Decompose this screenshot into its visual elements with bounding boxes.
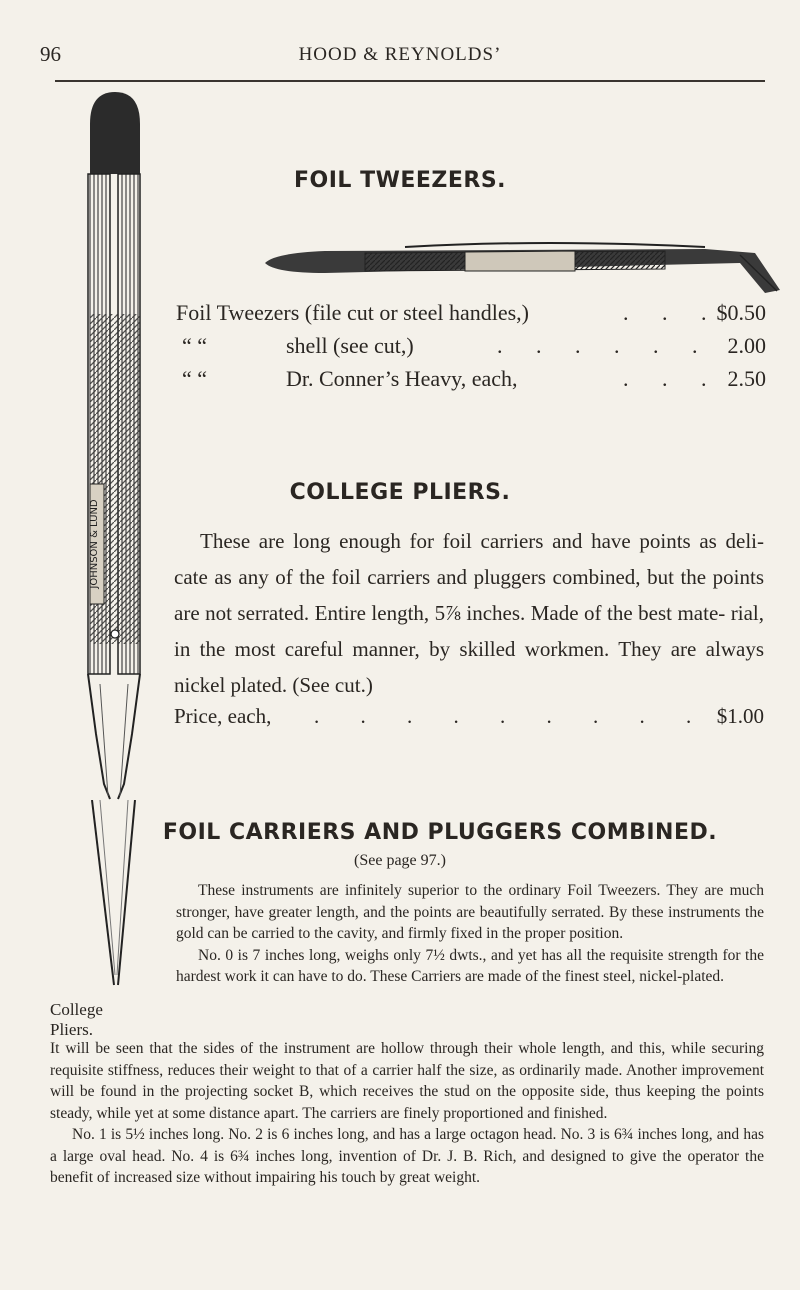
- ditto-marks: “ “: [182, 333, 208, 358]
- see-page-reference: (See page 97.): [354, 852, 446, 869]
- foil-carriers-paragraph-2-continued: It will be seen that the sides of the instrument are hollow through their whole length, and this, while securing requisite stiffness, reduces their weight to that of a carrier half the size, as ordinarily made. Another improvement will be found in the projecting socket B, which receives the stud on the opposite side, thus keeping the points steady, while yet at some distance apart. The carriers are finely proportioned and finished.: [50, 1040, 764, 1122]
- foil-tweezers-heading: FOIL TWEEZERS.: [293, 168, 507, 193]
- foil-carriers-paragraph-1: These instruments are infinitely superior to the ordinary Foil Tweezers. They are much stronger, have greater length, and the points are beautifully serrated. By these instruments the gold can be carried to the cavity, and firmly fixed in the proper position.: [176, 882, 764, 942]
- foil-carriers-text-indented: [176, 880, 764, 988]
- foil-tweezers-illustration: [245, 235, 785, 295]
- running-title: HOOD & REYNOLDS’: [298, 44, 502, 65]
- page-number: 96: [40, 42, 61, 66]
- foil-carriers-paragraph-2-start: No. 0 is 7 inches long, weighs only 7½ dwts., and yet has all the requisite strength for the hardest work it can have to do. These Carriers are made of the finest steel, nickel-plated.: [176, 946, 764, 985]
- pliers-caption-line1: College: [50, 1000, 103, 1019]
- tweezers-price-row-1: [176, 300, 766, 330]
- header-rule: [55, 80, 765, 82]
- college-pliers-price: $1.00: [716, 704, 764, 728]
- pliers-stamp-text: JOHNSON & LUND: [89, 499, 100, 589]
- foil-carriers-heading: FOIL CARRIERS AND PLUGGERS COMBINED.: [162, 820, 718, 845]
- college-pliers-description: [174, 523, 764, 703]
- dot-leader: . . . . . .: [497, 333, 712, 358]
- foil-carriers-paragraph-3: No. 1 is 5½ inches long. No. 2 is 6 inches long, and has a large octagon head. No. 3 is 6¾ inches long, and has a large oval head. No. 4 is 6¾ inches long, invention of Dr. J. B. Rich, and designed to give the operator the benefit of increased size without impairing his touch by great weight.: [50, 1126, 764, 1186]
- dot-leader: . . . . . . . . .: [314, 704, 710, 728]
- pliers-figure-caption: [50, 1000, 140, 1040]
- tweezers-price-row-3: [176, 366, 766, 396]
- tweezers-price: $0.50: [716, 300, 766, 325]
- dot-leader: . . .: [623, 366, 721, 391]
- tweezers-price: 2.50: [727, 366, 766, 391]
- tweezers-description: shell (see cut,): [286, 333, 414, 358]
- running-head: [0, 42, 800, 72]
- tweezers-description: Foil Tweezers (file cut or steel handles,): [176, 300, 529, 325]
- tweezers-price-row-2: [176, 333, 766, 363]
- dot-leader: . . .: [623, 300, 721, 325]
- college-pliers-paragraph: These are long enough for foil carriers and have points as deli- cate as any of the foil carriers and pluggers combined, but the points are not serrated. Entire length, 5⅞ inches. Made of the best mate- rial, in the most careful manner, by skilled workmen. They are always nickel plated. (See cut.): [174, 529, 764, 697]
- college-pliers-price-row: [174, 704, 764, 734]
- pliers-caption-line2: Pliers.: [50, 1020, 93, 1039]
- tweezers-price: 2.00: [727, 333, 766, 358]
- tweezers-description: Dr. Conner’s Heavy, each,: [286, 366, 518, 391]
- foil-carriers-text-full: [50, 1038, 764, 1189]
- price-label: Price, each,: [174, 704, 272, 728]
- college-pliers-heading: COLLEGE PLIERS.: [289, 480, 511, 505]
- ditto-marks: “ “: [182, 366, 208, 391]
